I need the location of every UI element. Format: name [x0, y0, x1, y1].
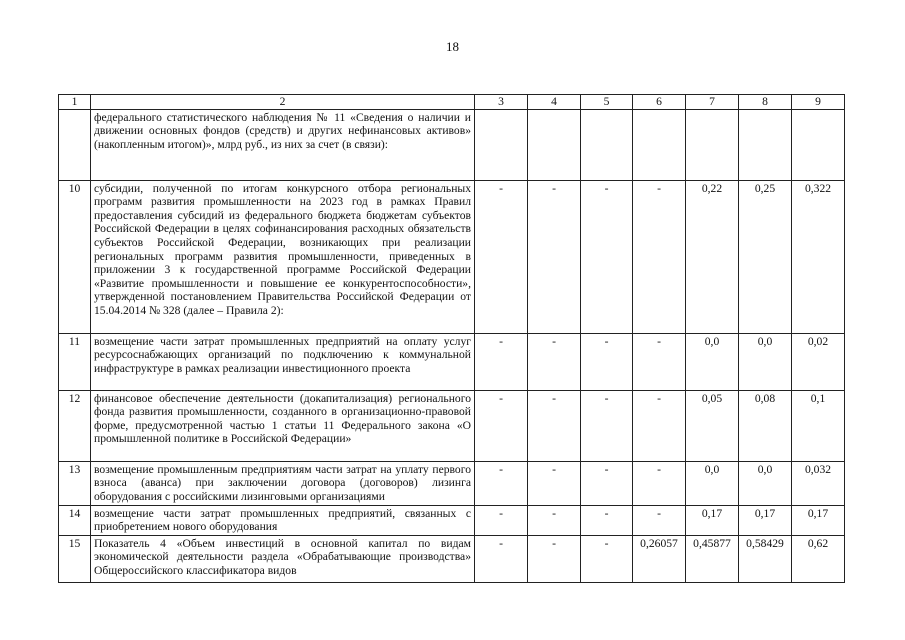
row-value — [581, 109, 633, 180]
row-value: 0,17 — [686, 505, 739, 535]
table-row — [59, 535, 845, 582]
row-number: 10 — [59, 180, 91, 333]
row-value: - — [528, 390, 581, 461]
row-text: Показатель 4 «Объем инвестиций в основной капитал по видам экономической деятельности раздела «Обрабатывающие производства» Общероссийского классификатора видов — [91, 535, 475, 582]
row-value: 0,0 — [739, 461, 792, 505]
row-value: - — [581, 180, 633, 333]
column-header: 5 — [581, 95, 633, 110]
column-header: 8 — [739, 95, 792, 110]
table-row — [59, 109, 845, 180]
row-value — [686, 109, 739, 180]
row-value: - — [633, 180, 686, 333]
page-number: 18 — [446, 39, 459, 54]
row-value: - — [528, 505, 581, 535]
row-value — [528, 109, 581, 180]
row-value: 0,1 — [792, 390, 845, 461]
row-value: - — [528, 180, 581, 333]
indicator-table — [58, 94, 845, 583]
row-value: 0,032 — [792, 461, 845, 505]
table-row — [59, 505, 845, 535]
row-value: - — [475, 333, 528, 390]
row-text: возмещение части затрат промышленных предприятий на оплату услуг ресурсоснабжающих организаций по подключению к коммунальной инфраструктуре в рамках реализации инвестиционного проекта — [91, 333, 475, 390]
row-value: - — [633, 505, 686, 535]
row-value: 0,22 — [686, 180, 739, 333]
row-value: - — [475, 390, 528, 461]
column-header: 2 — [91, 95, 475, 110]
row-number: 13 — [59, 461, 91, 505]
table-row — [59, 461, 845, 505]
row-text: финансовое обеспечение деятельности (докапитализация) регионального фонда развития промышленности, созданного в организационно-правовой форме, предусмотренной частью 1 статьи 11 Федерального закона «О промышленной политике в Российской Федерации» — [91, 390, 475, 461]
row-value: 0,17 — [739, 505, 792, 535]
row-value: 0,26057 — [633, 535, 686, 582]
column-header: 7 — [686, 95, 739, 110]
row-value: - — [475, 180, 528, 333]
table-row — [59, 180, 845, 333]
table-row — [59, 333, 845, 390]
row-value: 0,0 — [686, 333, 739, 390]
row-value: 0,58429 — [739, 535, 792, 582]
row-value: 0,0 — [739, 333, 792, 390]
row-value: 0,08 — [739, 390, 792, 461]
row-text: возмещение промышленным предприятиям части затрат на уплату первого взноса (аванса) при заключении договора (договоров) лизинга оборудования с российскими лизинговыми организациями — [91, 461, 475, 505]
row-value: 0,02 — [792, 333, 845, 390]
row-value — [739, 109, 792, 180]
row-value: - — [475, 505, 528, 535]
row-text: возмещение части затрат промышленных предприятий, связанных с приобретением нового оборудования — [91, 505, 475, 535]
row-value: - — [528, 333, 581, 390]
table-row — [59, 390, 845, 461]
row-number: 14 — [59, 505, 91, 535]
row-value: 0,322 — [792, 180, 845, 333]
row-value: - — [581, 333, 633, 390]
row-value: - — [633, 390, 686, 461]
row-number: 11 — [59, 333, 91, 390]
row-value — [633, 109, 686, 180]
row-number: 12 — [59, 390, 91, 461]
row-value: 0,17 — [792, 505, 845, 535]
row-value: - — [581, 505, 633, 535]
row-value: - — [475, 461, 528, 505]
row-value: - — [581, 461, 633, 505]
row-text: федерального статистического наблюдения № 11 «Сведения о наличии и движении основных фондов (средств) и других нефинансовых активов» (накопленным итогом)», млрд руб., из них за счет (в связи): — [91, 109, 475, 180]
row-value: 0,0 — [686, 461, 739, 505]
column-header: 1 — [59, 95, 91, 110]
table-header-row — [59, 95, 845, 110]
row-value: - — [528, 461, 581, 505]
column-header: 6 — [633, 95, 686, 110]
row-number — [59, 109, 91, 180]
row-value: 0,25 — [739, 180, 792, 333]
row-value: 0,45877 — [686, 535, 739, 582]
row-value: - — [581, 535, 633, 582]
row-value: - — [528, 535, 581, 582]
row-text: субсидии, полученной по итогам конкурсного отбора региональных программ развития промышленности на 2023 год в рамках Правил предоставления субсидий из федерального бюджета бюджетам субъектов Российской Федерации в целях софинансирования расходных обязательств субъектов Российской Федерации, возникающих при реализации региональных программ развития промышленности, приведенных в приложении 3 к государственной программе Российской Федерации «Развитие промышленности и повышение ее конкурентоспособности», утвержденной постановлением Правительства Российской Федерации от 15.04.2014 № 328 (далее – Правила 2): — [91, 180, 475, 333]
row-value: - — [633, 461, 686, 505]
row-value — [475, 109, 528, 180]
row-value: - — [581, 390, 633, 461]
column-header: 4 — [528, 95, 581, 110]
row-value: - — [475, 535, 528, 582]
row-value: 0,62 — [792, 535, 845, 582]
row-number: 15 — [59, 535, 91, 582]
column-header: 9 — [792, 95, 845, 110]
column-header: 3 — [475, 95, 528, 110]
row-value — [792, 109, 845, 180]
row-value: 0,05 — [686, 390, 739, 461]
row-value: - — [633, 333, 686, 390]
